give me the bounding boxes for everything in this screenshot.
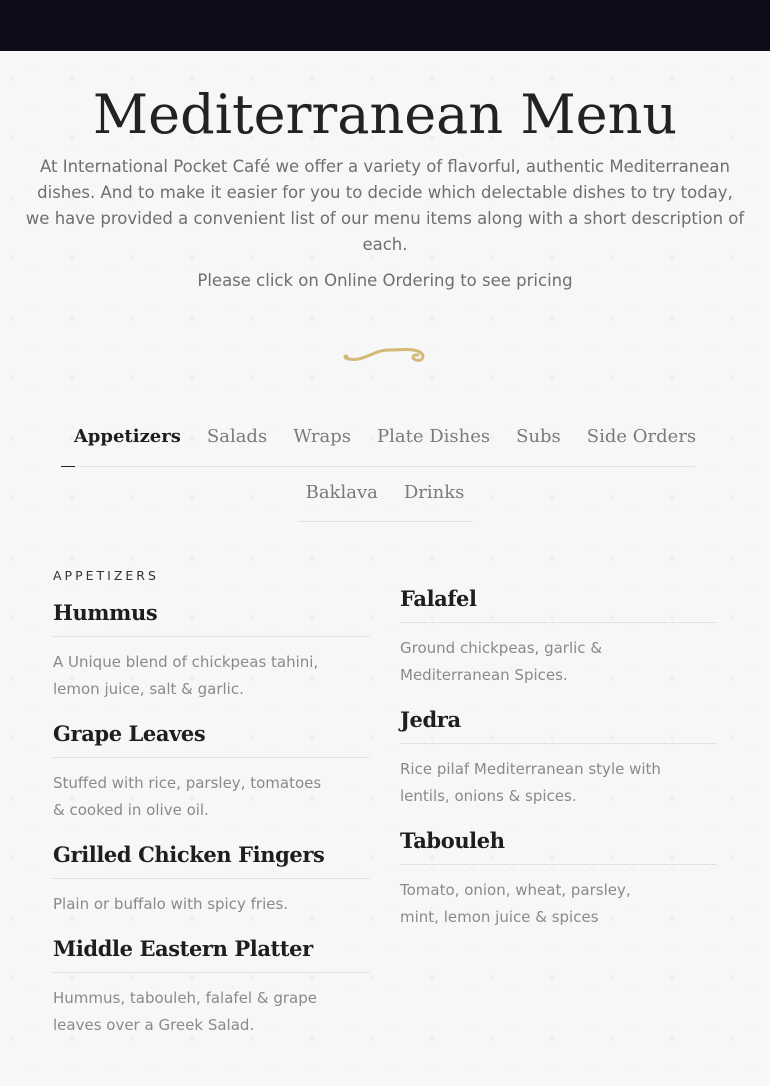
swirl-divider-icon bbox=[340, 338, 430, 368]
menu-item bbox=[53, 596, 370, 703]
menu-item-description: Rice pilaf Mediterranean style with lentils, onions & spices. bbox=[400, 760, 661, 805]
intro-text: At International Pocket Café we offer a variety of flavorful, authentic Mediterranean dishes. And to make it easier for you to decide which delectable dishes to try today, we have provided a convenient list of our menu items along with a short description of each. bbox=[25, 157, 745, 254]
tab-subs[interactable]: Subs bbox=[516, 426, 561, 447]
tab-drinks[interactable]: Drinks bbox=[403, 482, 465, 503]
menu-item bbox=[400, 824, 717, 931]
menu-item-description: A Unique blend of chickpeas tahini, lemon juice, salt & garlic. bbox=[53, 653, 319, 698]
menu-item-name: Hummus bbox=[53, 596, 370, 637]
section-label: APPETIZERS bbox=[53, 568, 159, 583]
menu-item bbox=[53, 717, 370, 824]
tab-wraps[interactable]: Wraps bbox=[293, 426, 351, 447]
menu-item-name: Middle Eastern Platter bbox=[53, 932, 370, 973]
tabs-divider-1 bbox=[75, 466, 695, 467]
menu-item bbox=[53, 932, 370, 1039]
tab-side-orders[interactable]: Side Orders bbox=[586, 426, 697, 447]
menu-item-description: Plain or buffalo with spicy fries. bbox=[53, 895, 289, 913]
tabs-row-2 bbox=[0, 476, 770, 522]
menu-column-right bbox=[400, 582, 717, 945]
page-title: Mediterranean Menu bbox=[92, 83, 678, 146]
menu-item-description: Hummus, tabouleh, falafel & grape leaves over a Greek Salad. bbox=[53, 989, 317, 1034]
tabs-divider-2 bbox=[298, 521, 473, 522]
menu-item bbox=[53, 838, 370, 918]
top-bar bbox=[0, 0, 770, 51]
menu-item bbox=[400, 582, 717, 689]
menu-item-name: Grilled Chicken Fingers bbox=[53, 838, 370, 879]
menu-item-description: Stuffed with rice, parsley, tomatoes & cooked in olive oil. bbox=[53, 774, 322, 819]
menu-item-description: Tomato, onion, wheat, parsley, mint, lemon juice & spices bbox=[400, 881, 631, 926]
pricing-note: Please click on Online Ordering to see pricing bbox=[197, 271, 573, 290]
menu-item-name: Falafel bbox=[400, 582, 717, 623]
tab-plate-dishes[interactable]: Plate Dishes bbox=[376, 426, 491, 447]
menu-item-name: Tabouleh bbox=[400, 824, 717, 865]
menu-column-left bbox=[53, 596, 370, 1053]
tab-appetizers[interactable]: Appetizers bbox=[61, 420, 194, 467]
menu-item bbox=[400, 703, 717, 810]
menu-item-name: Jedra bbox=[400, 703, 717, 744]
tabs-row-1 bbox=[0, 420, 770, 467]
tab-baklava[interactable]: Baklava bbox=[305, 482, 378, 503]
tab-salads[interactable]: Salads bbox=[206, 426, 268, 447]
menu-item-name: Grape Leaves bbox=[53, 717, 370, 758]
menu-item-description: Ground chickpeas, garlic & Mediterranean Spices. bbox=[400, 639, 603, 684]
